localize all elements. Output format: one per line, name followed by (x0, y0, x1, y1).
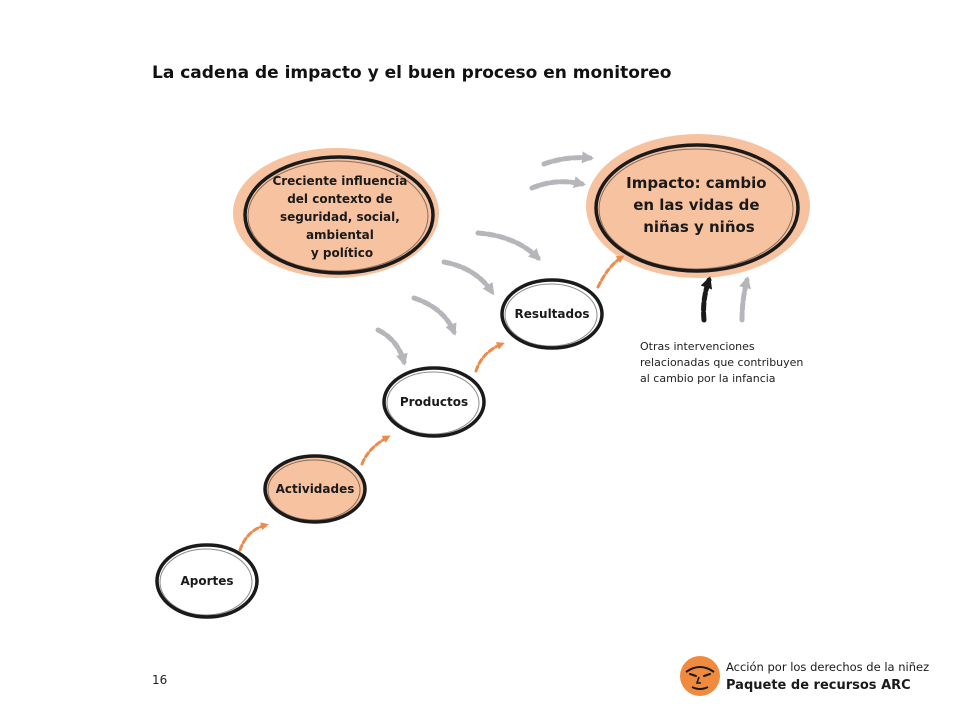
other-interventions-note (640, 339, 840, 387)
aportes-node (157, 545, 257, 617)
actividades-node (265, 456, 365, 522)
page-number: 16 (152, 673, 168, 687)
impact-line-3: niñas y niños (643, 218, 755, 236)
arrow-actividades-productos (362, 437, 388, 464)
footer-org: Acción por los derechos de la niñez (726, 660, 930, 674)
footer-pack: Paquete de recursos ARC (726, 678, 911, 693)
impact-line-2: en las vidas de (633, 196, 760, 214)
context-line-2: del contexto de (287, 192, 393, 206)
arrow-aportes-actividades (240, 525, 266, 550)
impact-line-1: Impacto: cambio (626, 174, 767, 192)
actividades-label: Actividades (275, 482, 355, 496)
context-line-5: y político (310, 246, 374, 260)
resultados-node (502, 280, 602, 348)
note-line-3: al cambio por la infancia (640, 372, 776, 385)
footer-branding (726, 660, 929, 693)
gray-arrow-1 (544, 158, 590, 164)
context-line-3: seguridad, social, (279, 210, 400, 224)
diagram-title: La cadena de impacto y el buen proceso en monitoreo (152, 63, 672, 83)
gray-arrow-2 (532, 182, 582, 188)
gray-arrow-4 (444, 262, 492, 292)
resultados-label: Resultados (514, 307, 590, 321)
aportes-label: Aportes (180, 574, 234, 588)
impact-node (586, 134, 810, 278)
context-node (233, 148, 439, 278)
black-arrow-up (704, 280, 709, 320)
note-line-2: relacionadas que contribuyen (640, 356, 804, 369)
context-line-4: ambiental (305, 228, 374, 242)
productos-node (384, 368, 484, 436)
gray-arrow-6 (378, 330, 404, 362)
note-line-1: Otras intervenciones (640, 340, 755, 353)
gray-arrow-5 (414, 298, 454, 332)
svg-text:Impacto: cambio en las v (626, 174, 772, 236)
context-line-1: Creciente influencia (272, 174, 408, 188)
gray-arrow-up (742, 280, 747, 320)
arrow-resultados-impacto (598, 257, 622, 287)
productos-label: Productos (399, 395, 469, 409)
arc-face-logo (678, 654, 722, 698)
gray-arrow-3 (478, 233, 538, 258)
arrow-productos-resultados (476, 344, 502, 371)
